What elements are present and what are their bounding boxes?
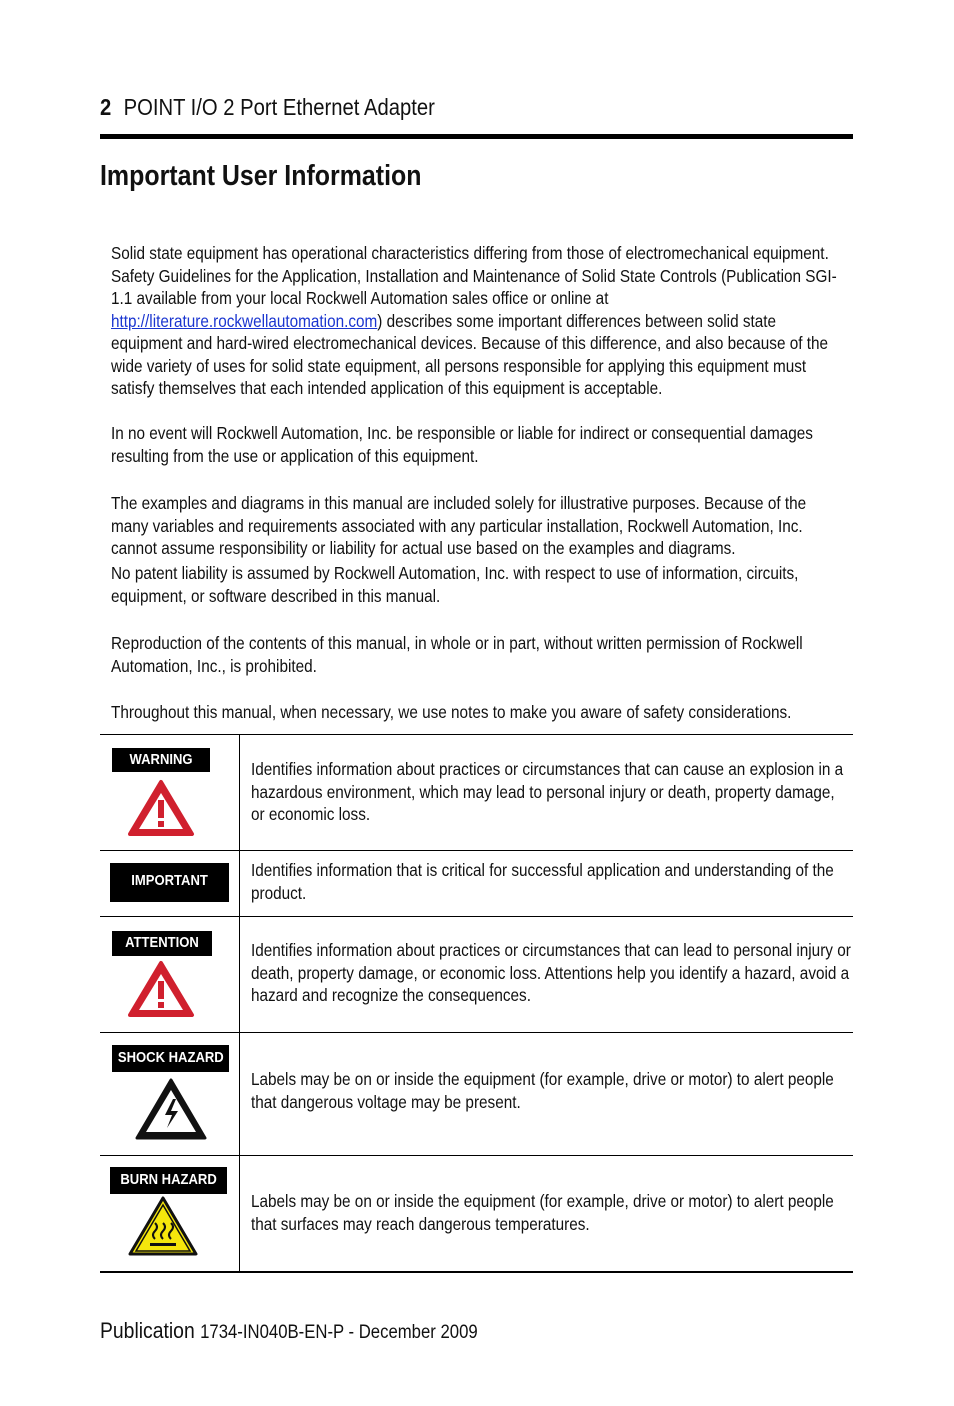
attention-label: ATTENTION bbox=[112, 931, 212, 956]
safety-notice-table bbox=[100, 734, 853, 1273]
warning-triangle-icon bbox=[126, 778, 196, 838]
paragraph-patent: No patent liability is assumed by Rockwell Automation, Inc. with respect to use of information, circuits, equipment, or software described in this manual. bbox=[111, 563, 799, 606]
attention-text: Identifies information about practices or circumstances that can lead to personal injury or death, property damage, or economic loss. Attentions help you identify a hazard, avoid a hazard and recognize the consequences. bbox=[251, 940, 851, 1005]
warning-text: Identifies information about practices or circumstances that can cause an explosion in a hazardous environment, which may lead to personal injury or death, property damage, or economic loss. bbox=[251, 759, 844, 824]
notice-row-attention bbox=[100, 916, 853, 1032]
paragraph-reproduction: Reproduction of the contents of this manual, in whole or in part, without written permission of Rockwell Automation, Inc., is prohibited. bbox=[111, 633, 803, 676]
publication-footer bbox=[100, 1318, 478, 1344]
important-label: IMPORTANT bbox=[110, 863, 229, 902]
page-header bbox=[100, 94, 435, 121]
section-title: Important User Information bbox=[100, 160, 422, 192]
electric-shock-icon bbox=[134, 1077, 208, 1141]
important-text: Identifies information that is critical for successful application and understanding of the product. bbox=[251, 860, 834, 903]
notice-row-warning bbox=[100, 734, 853, 850]
shock-hazard-label: SHOCK HAZARD bbox=[112, 1045, 229, 1072]
warning-triangle-icon bbox=[126, 959, 196, 1019]
shock-hazard-text: Labels may be on or inside the equipment (for example, drive or motor) to alert people that dangerous voltage may be present. bbox=[251, 1069, 834, 1112]
notice-row-burn-hazard bbox=[100, 1155, 853, 1273]
hot-surface-icon bbox=[127, 1195, 199, 1257]
publication-number: 1734-IN040B-EN-P - December 2009 bbox=[200, 1322, 478, 1343]
header-rule bbox=[100, 134, 853, 139]
footer-prefix: Publication bbox=[100, 1318, 195, 1343]
paragraph-solid-state: Solid state equipment has operational characteristics differing from those of electromechanical equipment. Safety Guidelines for the Application, Installation and Maintenance of Solid State Controls (Publication SGI-1.1 available from your local Rockwell Automation sales office or online at http://literature.rockwellautomation.com) describes some important differences between solid state equipment and hard-wired electromechanical devices. Because of this difference, and also because of the wide variety of uses for solid state equipment, all persons responsible for applying this equipment must satisfy themselves that each intended application of this equipment is acceptable. bbox=[111, 243, 837, 398]
burn-hazard-text: Labels may be on or inside the equipment (for example, drive or motor) to alert people that surfaces may reach dangerous temperatures. bbox=[251, 1191, 834, 1234]
notice-row-shock-hazard bbox=[100, 1032, 853, 1155]
header-title: POINT I/O 2 Port Ethernet Adapter bbox=[123, 94, 435, 120]
notice-row-important bbox=[100, 850, 853, 916]
burn-hazard-label: BURN HAZARD bbox=[110, 1167, 227, 1194]
warning-label: WARNING bbox=[112, 748, 210, 772]
paragraph-liability: In no event will Rockwell Automation, Inc. be responsible or liable for indirect or consequential damages resulting from the use or application of this equipment. bbox=[111, 423, 813, 466]
paragraph-safety-notes: Throughout this manual, when necessary, we use notes to make you aware of safety considerations. bbox=[111, 702, 792, 722]
literature-link[interactable]: http://literature.rockwellautomation.com bbox=[111, 310, 378, 331]
paragraph-examples: The examples and diagrams in this manual are included solely for illustrative purposes. Because of the many variables and requirements associated with any particular installation, Rockwell Automation, Inc. cannot assume responsibility or liability for actual use based on the examples and diagrams. bbox=[111, 493, 807, 558]
page-number: 2 bbox=[100, 94, 112, 120]
